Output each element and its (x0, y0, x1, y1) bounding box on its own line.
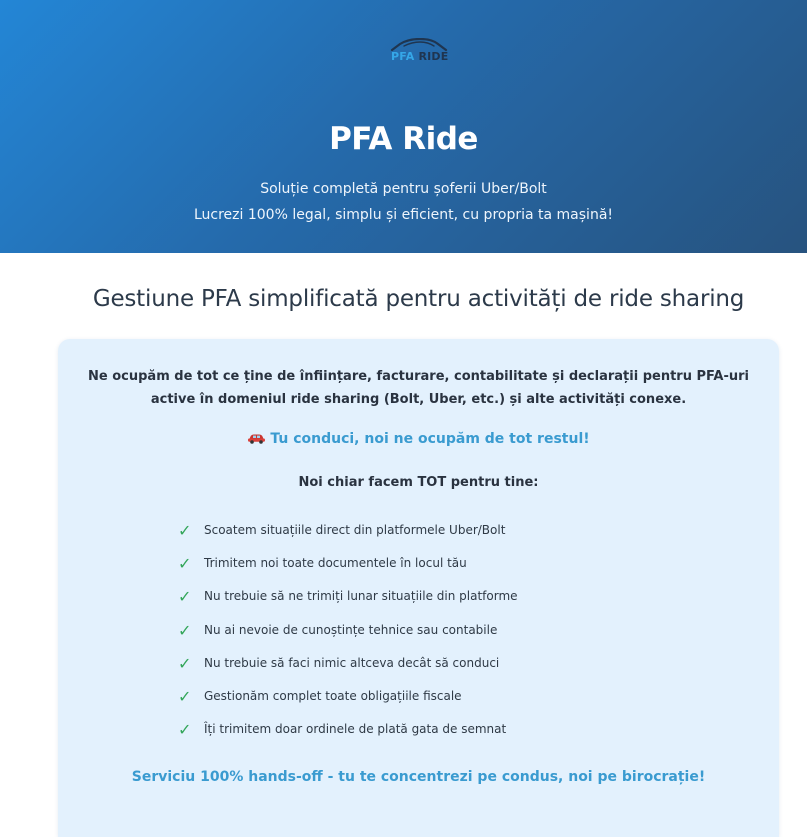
features-heading: Noi chiar facem TOT pentru tine: (298, 475, 539, 490)
list-item (178, 685, 698, 718)
list-item (178, 652, 698, 685)
check-icon: ✓ (178, 720, 192, 740)
feature-text: Nu ai nevoie de cunoștințe tehnice sau contabile (204, 622, 498, 637)
car-icon (247, 432, 266, 444)
list-item (178, 552, 698, 585)
list-item (178, 619, 698, 652)
check-icon: ✓ (178, 554, 192, 574)
logo-ride: RIDE (414, 50, 449, 63)
tagline (58, 431, 779, 447)
feature-text: Nu trebuie să ne trimiți lunar situațiile din platforme (204, 589, 518, 604)
list-item (178, 519, 698, 552)
hero-subtitle-line2: Lucrezi 100% legal, simplu și eficient, cu propria ta mașină! (193, 207, 614, 223)
section-title: Gestiune PFA simplificată pentru activități de ride sharing (92, 286, 745, 312)
feature-text: Trimitem noi toate documentele în locul tău (204, 556, 467, 571)
feature-text: Nu trebuie să faci nimic altceva decât să conduci (204, 655, 500, 670)
check-icon: ✓ (178, 587, 192, 607)
feature-text: Gestionăm complet toate obligațiile fiscale (204, 688, 462, 703)
list-item (178, 585, 698, 618)
page-title: PFA Ride (329, 121, 478, 157)
check-icon: ✓ (178, 653, 192, 673)
logo-pfa: PFA (391, 50, 415, 63)
features-list (178, 519, 698, 751)
closing-statement: Serviciu 100% hands-off - tu te concentrezi pe condus, noi pe birocrație! (131, 769, 706, 785)
feature-text: Scoatem situațiile direct din platformele Uber/Bolt (204, 523, 506, 537)
tagline-text: Tu conduci, noi ne ocupăm de tot restul! (270, 431, 590, 447)
pfa-ride-logo[interactable] (388, 38, 452, 66)
check-icon: ✓ (178, 686, 192, 706)
list-item (178, 718, 698, 751)
feature-text: Îți trimitem doar ordinele de plată gata de semnat (204, 722, 507, 737)
hero-subtitle-line1: Soluție completă pentru șoferii Uber/Bolt (260, 181, 547, 197)
check-icon: ✓ (178, 521, 192, 540)
logo-text (391, 50, 448, 63)
hero-header (0, 0, 807, 253)
intro-text: Ne ocupăm de tot ce ține de înființare, facturare, contabilitate și declarații pentru PFA-uri active în domeniul ride sharing (Bolt, Uber, etc.) și alte activități conexe. (88, 369, 749, 407)
services-card (58, 339, 779, 837)
check-icon: ✓ (178, 620, 192, 640)
